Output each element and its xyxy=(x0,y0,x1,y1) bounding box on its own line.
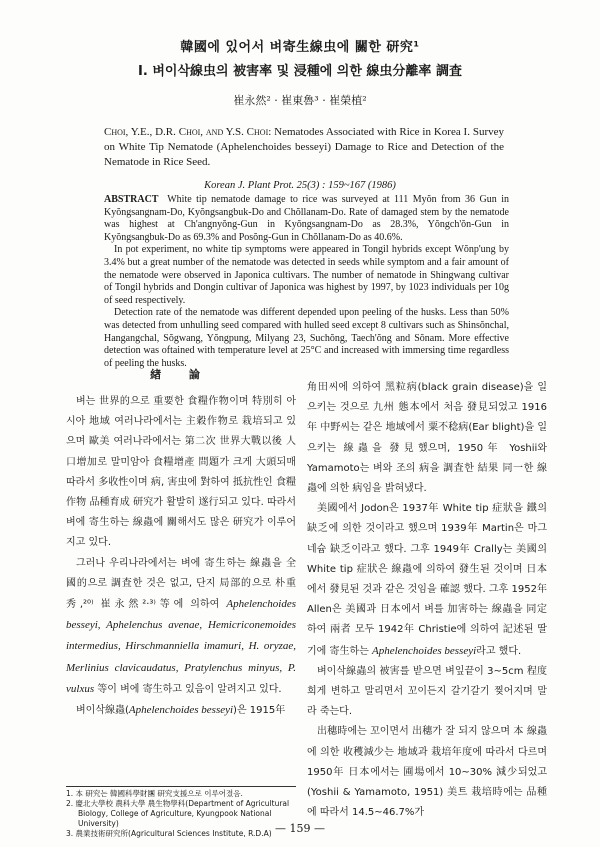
abstract-paragraph-1: ABSTRACT White tip nematode damage to rice was surveyed at 111 Myŏn from 36 Gun in Kyŏngsangnam-Do, Kyŏngsangbuk-Do and Chŏllanam-Do. Rate of damaged stem by the nematode was highest at Ch'angnyŏng-Gun in Kyŏngsangnam-Do as 28.3%, Yŏngch'ŏn-Gun in Kyŏngsangbuk-Do as 69.3% and Posŏng-Gun in Chŏllanam-Do as 40.6%. xyxy=(104,194,509,243)
abstract-label: ABSTRACT xyxy=(104,194,159,205)
intro-paragraph-7: 出穗時에는 꼬이면서 出穗가 잘 되지 않으며 本 線蟲에 의한 收穫減少는 地域과 栽培年度에 따라서 다르며 1950年 日本에서는 圃場에서 10~30% 減少되었고(Yoshii & Yamamoto, 1951) 美트 栽培時에는 品種에 따라서 14.5~46.7%가 xyxy=(307,726,547,819)
citation-title: : Nematodes Associated with Rice in Korea I. Survey on White Tip Nematode (Aphelenchoides besseyi) Damage to Rice and Detection of the Nematode in Rice Seed. xyxy=(104,126,504,168)
intro-paragraph-5: 美國에서 Jodon은 1937年 White tip 症狀을 鐵의 缺乏에 의한 것이라고 했으며 1939年 Martin은 마그네슘 缺乏이라고 했다. 그후 1949年 Crally는 美國의 White tip 症狀은 線蟲에 의하여 發生된 것이며 日本에서 發見된 것과 같은 것임을 確認 했다. 그후 1952年 Allen은 美國과 日本에서 벼를 加害하는 線蟲을 同定하여 兩者 모두 1942年 Christie에 의하여 記述된 딸기에 寄生하는 Aphelenchoides besseyi라고 했다. xyxy=(307,503,547,657)
species-list: Aphelenchoides besseyi, Aphelenchus avenae, Hemicriconemoides intermedius, Hirschmanniella imamuri, H. oryzae, Merlinius clavicaudatus, Pratylenchus minyus, P. vulxus xyxy=(66,598,296,695)
author-list: 崔永然² · 崔東魯³ · 崔榮植² xyxy=(233,94,367,107)
footnote-2: 2. 慶北大學校 農科大學 農生物學科(Department of Agricultural Biology, College of Agriculture, Kyungpook National University) xyxy=(66,799,290,828)
journal-reference: Korean J. Plant Prot. 25(3) : 159~167 (1986) xyxy=(204,180,396,191)
footnote-3: 3. 農業技術研究所(Agricultural Sciences Institute, R.D.A) xyxy=(66,829,272,838)
footnote-divider xyxy=(66,786,296,787)
left-column xyxy=(66,360,296,721)
citation-authors: Choi, Y.E., D.R. Choi, and Y.S. Choi xyxy=(104,126,269,138)
paper-title: 韓國에 있어서 벼寄生線虫에 關한 研究¹ xyxy=(180,40,420,55)
intro-paragraph-3: 벼이삭線蟲(Aphelenchoides besseyi)은 1915年 xyxy=(76,704,286,717)
abstract-paragraph-3: Detection rate of the nematode was different depended upon peeling of the husks. Less than 50% was detected from unhulling seed compared with hulled seed except 8 cultivars such as Shinsŏnchal, Hangangchal, Sŏgwang, Yŏngpung, Milyang 23, Suchŏng, Taech'ŏng and Sŏnam. More effective detection was oftained with temperature level at 25°C and increased with immersing time regardless of peeling the husks. xyxy=(104,307,509,369)
abstract xyxy=(104,194,509,370)
abstract-paragraph-2: In pot experiment, no white tip symptoms were appeared in Tongil hybrids except Wŏnp'ung by 3.4% but a great number of the nematode was detected in seeds while symptom and a fair amount of the nematode were observed in Japonica cultivars. The number of nematode in Shingwang cultivar of Tongil hybrids and Dongin cultivar of Japonica was highest by 1997, by 1023 individuals per 10g of seed respectively. xyxy=(104,244,509,306)
right-column xyxy=(307,378,547,823)
intro-paragraph-2: 그러나 우리나라에서는 벼에 寄生하는 線蟲을 全國的으로 調査한 것은 없고, 단지 局部的으로 朴重秀,²⁰⁾ 崔永然²·³⁾等에 의하여 Aphelenchoides besseyi, Aphelenchus avenae, Hemicriconemoides intermedius, Hirschmanniella imamuri, H. oryzae, Merlinius clavicaudatus, Pratylenchus minyus, P. vulxus 等이 벼에 寄生하고 있음이 알려지고 있다. xyxy=(66,557,296,695)
section-heading-introduction: 緖 論 xyxy=(150,368,212,381)
intro-paragraph-1: 벼는 世界的으로 重要한 食糧作物이며 特別히 아시아 地域 여러나라에서는 主穀作物로 栽培되고 있으며 歐美 여러나라에서는 第二次 世界大戰以後 人口增加로 말미암아 食糧增產 問題가 크게 大頭되매 따라서 多收性이며 病, 害虫에 對하여 抵抗性인 食糧作物 品種育成 研究가 활발히 遂行되고 있다. 따라서 벼에 寄生하는 線蟲에 關해서도 많은 研究가 이루어지고 있다. xyxy=(66,396,296,549)
intro-paragraph-6: 벼이삭線蟲의 被害를 받으면 벼잎끝이 3~5cm 程度 희게 변하고 말리면서 꼬이든지 갈기갈기 찢어지며 말라 죽는다. xyxy=(307,665,547,718)
page-number: — 159 — xyxy=(275,822,325,835)
footnote-1: 1. 本 研究는 韓國科學財團 研究支援으로 이루어졌음. xyxy=(66,789,243,798)
english-citation xyxy=(104,125,504,170)
paper-subtitle: Ⅰ. 벼이삭線虫의 被害率 및 浸種에 의한 線虫分離率 調査 xyxy=(138,64,462,79)
intro-paragraph-4: 角田씨에 의하여 黑粒病(black grain disease)을 일으키는 것으로 九州 態本에서 처음 發見되었고 1916年 中野씨는 같은 地域에서 粟不稔病(Ear blight)을 일으키는 線蟲을 發見했으며, 1950年 Yoshii와 Yamamoto는 벼와 조의 病을 調査한 結果 同一한 線蟲에 의한 病임을 밝혀냈다. xyxy=(307,382,547,495)
